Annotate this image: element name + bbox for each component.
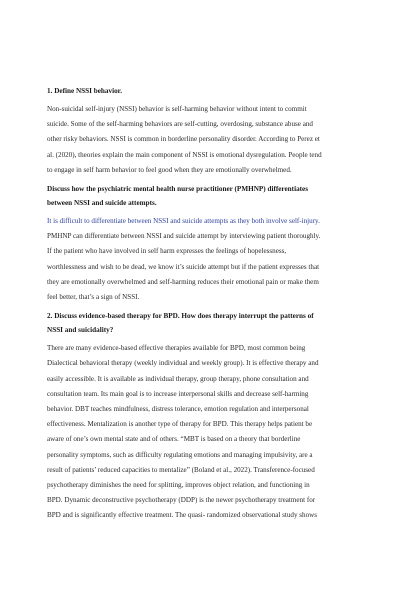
text-line: BPD and is significantly effective treatment. The quasi- randomized observational study shows — [47, 511, 318, 520]
heading-line: between NSSI and suicide attempts. — [47, 199, 157, 208]
section-2-paragraph — [47, 341, 365, 523]
question-1-heading — [47, 182, 365, 210]
section-2-heading — [47, 309, 365, 337]
text-line: effectiveness. Mentalization is another type of therapy for BPD. This therapy helps patient be — [47, 420, 313, 429]
text-line: other risky behaviors. NSSI is common in borderline personality disorder. According to Perez et — [47, 135, 320, 144]
section-1-paragraph — [47, 102, 365, 178]
text-line: It is difficult to differentiate between NSSI and suicide attempts as they both involve self-injury. — [47, 217, 320, 226]
document-body — [47, 84, 365, 528]
text-line: If the patient who have involved in self harm expresses the feelings of hopelessness, — [47, 247, 287, 256]
text-line: easily accessible. It is available as individual therapy, group therapy, phone consultation and — [47, 374, 309, 383]
text-line: result of patients’ reduced capacities to mentalize” (Boland et al., 2022). Transference-focused — [47, 465, 315, 474]
heading-line: 2. Discuss evidence-based therapy for BPD. How does therapy interrupt the patterns of — [47, 312, 314, 321]
section-1-heading: 1. Define NSSI behavior. — [47, 87, 123, 95]
text-line: Dialectical behavioral therapy (weekly individual and weekly group). It is effective therapy and — [47, 359, 319, 368]
text-line: personality symptoms, such as difficulty regulating emotions and managing impulsivity, are a — [47, 450, 313, 459]
text-line: aware of one’s own mental state and of others. “MBT is based on a theory that borderline — [47, 435, 301, 444]
text-line: behavior. DBT teaches mindfulness, distress tolerance, emotion regulation and interpersonal — [47, 405, 309, 414]
text-line: al. (2020), theories explain the main component of NSSI is emotional dysregulation. People tend — [47, 150, 322, 159]
text-line: psychotherapy diminishes the need for splitting, improves object relation, and functioning in — [47, 481, 310, 490]
text-line: suicide. Some of the self-harming behaviors are self-cutting, overdosing, substance abuse and — [47, 120, 313, 129]
text-line: Non-suicidal self-injury (NSSI) behavior is self-harming behavior without intent to commit — [47, 105, 307, 113]
text-line: There are many evidence-based effective therapies available for BPD, most common being — [47, 344, 306, 353]
text-line: feel better, that’s a sign of NSSI. — [47, 293, 140, 302]
heading-line: Discuss how the psychiatric mental health nurse practitioner (PMHNP) differentiates — [47, 185, 309, 194]
heading-line: NSSI and suicidality? — [47, 326, 114, 335]
text-line: PMHNP can differentiate between NSSI and suicide attempt by interviewing patient thoroughly. — [47, 232, 321, 241]
text-line: worthlessness and wish to be dead, we know it’s suicide attempt but if the patient expresses that — [47, 262, 320, 271]
text-line: consultation team. Its main goal is to increase interpersonal skills and decrease self-harming — [47, 389, 309, 398]
text-line: to engage in self harm behavior to feel good when they are emotionally overwhelmed. — [47, 165, 292, 174]
question-1-paragraph — [47, 214, 365, 305]
text-line: BPD. Dynamic deconstructive psychotherapy (DDP) is the newer psychotherapy treatment for — [47, 496, 316, 505]
text-line: they are emotionally overwhelmed and self-harming reduces their emotional pain or make them — [47, 277, 319, 286]
